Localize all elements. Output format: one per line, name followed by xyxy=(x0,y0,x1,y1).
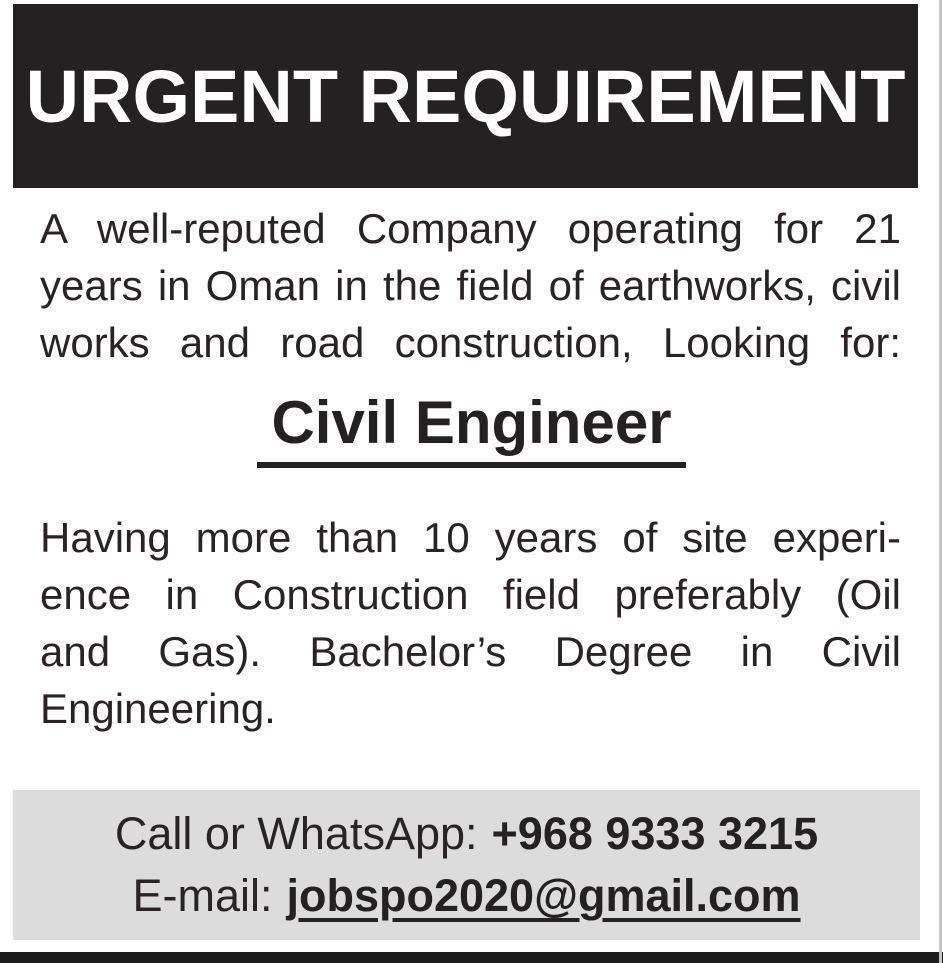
requirements-line: and Gas). Bachelor’s Degree in Civil xyxy=(40,628,901,675)
contact-email-line xyxy=(132,865,800,927)
right-edge-line xyxy=(939,0,942,963)
contact-box xyxy=(13,790,920,940)
bottom-border-bar xyxy=(0,952,943,963)
job-title-heading xyxy=(0,390,943,468)
intro-line: works and road construction, Looking for: xyxy=(40,319,901,366)
requirements-line: ence in Construction field preferably (Oil xyxy=(40,571,901,618)
email-address: jobspo2020@gmail.com xyxy=(286,870,801,921)
banner xyxy=(13,4,918,188)
banner-title: URGENT REQUIREMENT xyxy=(25,54,906,138)
email-label: E-mail: xyxy=(132,870,273,921)
phone-number: +968 9333 3215 xyxy=(491,808,819,859)
requirements-line: Having more than 10 years of site experi- xyxy=(40,514,901,561)
intro-paragraph xyxy=(40,200,901,371)
requirements-paragraph xyxy=(40,509,901,737)
requirements-line: Engineering. xyxy=(40,685,276,732)
call-label: Call or WhatsApp: xyxy=(114,808,478,859)
job-title: Civil Engineer xyxy=(257,390,685,468)
contact-phone-line xyxy=(115,803,818,865)
intro-line: years in Oman in the field of earthworks, civil xyxy=(40,262,901,309)
intro-line: A well-reputed Company operating for 21 xyxy=(40,205,901,252)
